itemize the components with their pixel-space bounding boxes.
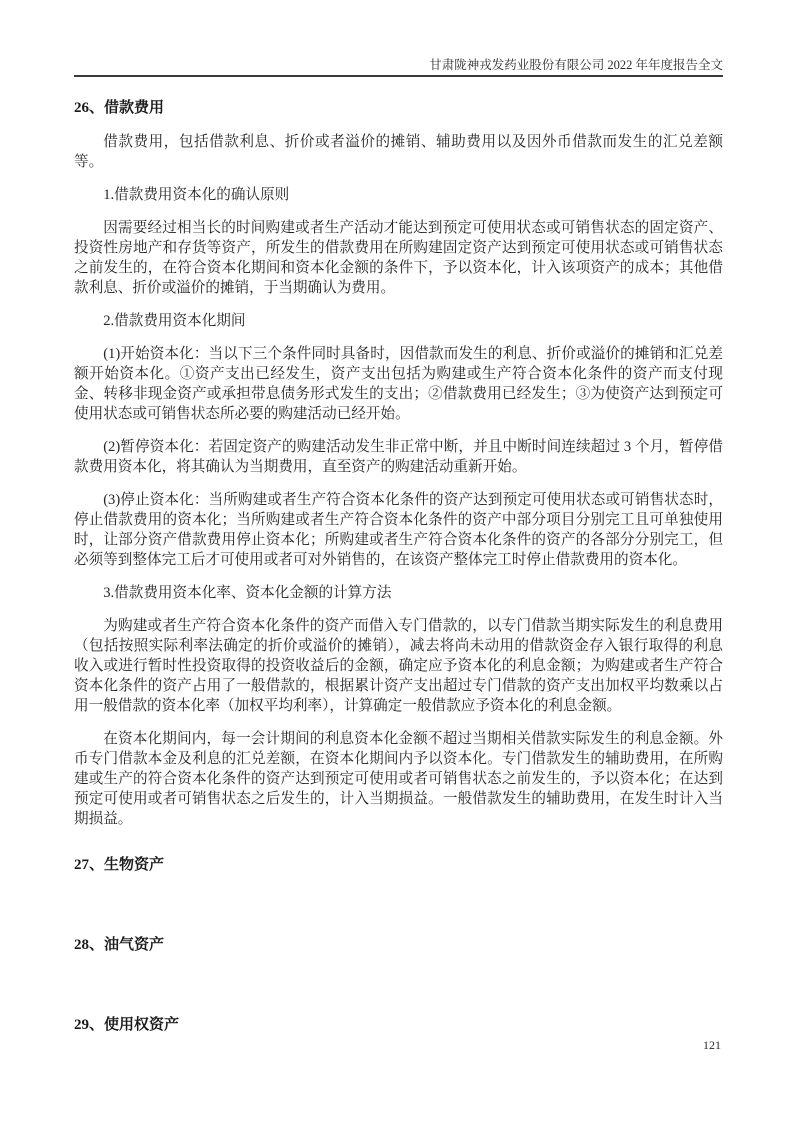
section-heading-29: 29、使用权资产 <box>74 1017 180 1033</box>
section-heading-27: 27、生物资产 <box>74 857 165 873</box>
page-number: 121 <box>703 1038 721 1052</box>
paragraph-capitalization-rate-method: 为购建或者生产符合资本化条件的资产而借入专门借款的，以专门借款当期实际发生的利息费用（包括按照实际利率法确定的折价或溢价的摊销），减去将尚未动用的借款资金存入银行取得的利息收入或进行暂时性投资取得的投资收益后的金额，确定应予资本化的利息金额；为购建或者生产符合资本化条件的资产占用了一般借款的，根据累计资产支出超过专门借款的资产支出加权平均数乘以占用一般借款的资本化率（加权平均利率），计算确定一般借款应予资本化的利息金额。 <box>74 618 723 714</box>
report-title: 甘肃陇神戎发药业股份有限公司 2022 年年度报告全文 <box>429 58 723 72</box>
page-footer <box>703 1038 721 1052</box>
paragraph-start-capitalization: (1)开始资本化：当以下三个条件同时具备时，因借款而发生的利息、折价或溢价的摊销和汇兑差额开始资本化。①资产支出已经发生，资产支出包括为购建或生产符合资本化条件的资产而支付现金、转移非现金资产或承担带息债务形式发生的支出；②借款费用已经发生；③为使资产达到预定可使用状态或可销售状态所必要的购建活动已经开始。 <box>74 346 723 422</box>
page-content <box>74 98 723 1035</box>
paragraph-capitalization-limits: 在资本化期间内，每一会计期间的利息资本化金额不超过当期相关借款实际发生的利息金额。外币专门借款本金及利息的汇兑差额，在资本化期间内予以资本化。专门借款发生的辅助费用，在所购建或生产的符合资本化条件的资产达到预定可使用或者可销售状态之前发生的，予以资本化；在达到预定可使用或者可销售状态之后发生的，计入当期损益。一般借款发生的辅助费用，在发生时计入当期损益。 <box>74 731 723 827</box>
section-heading-26: 26、借款费用 <box>74 100 165 116</box>
section-heading-28: 28、油气资产 <box>74 937 165 953</box>
paragraph-borrowing-costs-intro: 借款费用，包括借款利息、折价或者溢价的摊销、辅助费用以及因外币借款而发生的汇兑差额等。 <box>74 134 723 170</box>
page-header <box>74 0 723 77</box>
subheading-capitalization-period: 2.借款费用资本化期间 <box>103 313 246 329</box>
subheading-capitalization-principle: 1.借款费用资本化的确认原则 <box>103 187 290 203</box>
subheading-capitalization-rate-method: 3.借款费用资本化率、资本化金额的计算方法 <box>103 585 392 601</box>
paragraph-capitalization-principle: 因需要经过相当长的时间购建或者生产活动才能达到预定可使用状态或可销售状态的固定资产、投资性房地产和存货等资产，所发生的借款费用在所购建固定资产达到预定可使用状态或可销售状态之前发生的，在符合资本化期间和资本化金额的条件下，予以资本化，计入该项资产的成本；其他借款利息、折价或溢价的摊销，于当期确认为费用。 <box>74 220 723 296</box>
paragraph-suspend-capitalization: (2)暂停资本化：若固定资产的购建活动发生非正常中断，并且中断时间连续超过 3 个月，暂停借款费用资本化，将其确认为当期费用，直至资产的购建活动重新开始。 <box>74 439 723 475</box>
paragraph-stop-capitalization: (3)停止资本化：当所购建或者生产符合资本化条件的资产达到预定可使用状态或可销售状态时，停止借款费用的资本化；当所购建或者生产符合资本化条件的资产中部分项目分别完工且可单独使用时，让部分资产借款费用停止资本化；所购建或者生产符合资本化条件的资产的各部分分别完工，但必须等到整体完工后才可使用或者可对外销售的，在该资产整体完工时停止借款费用的资本化。 <box>74 492 723 568</box>
